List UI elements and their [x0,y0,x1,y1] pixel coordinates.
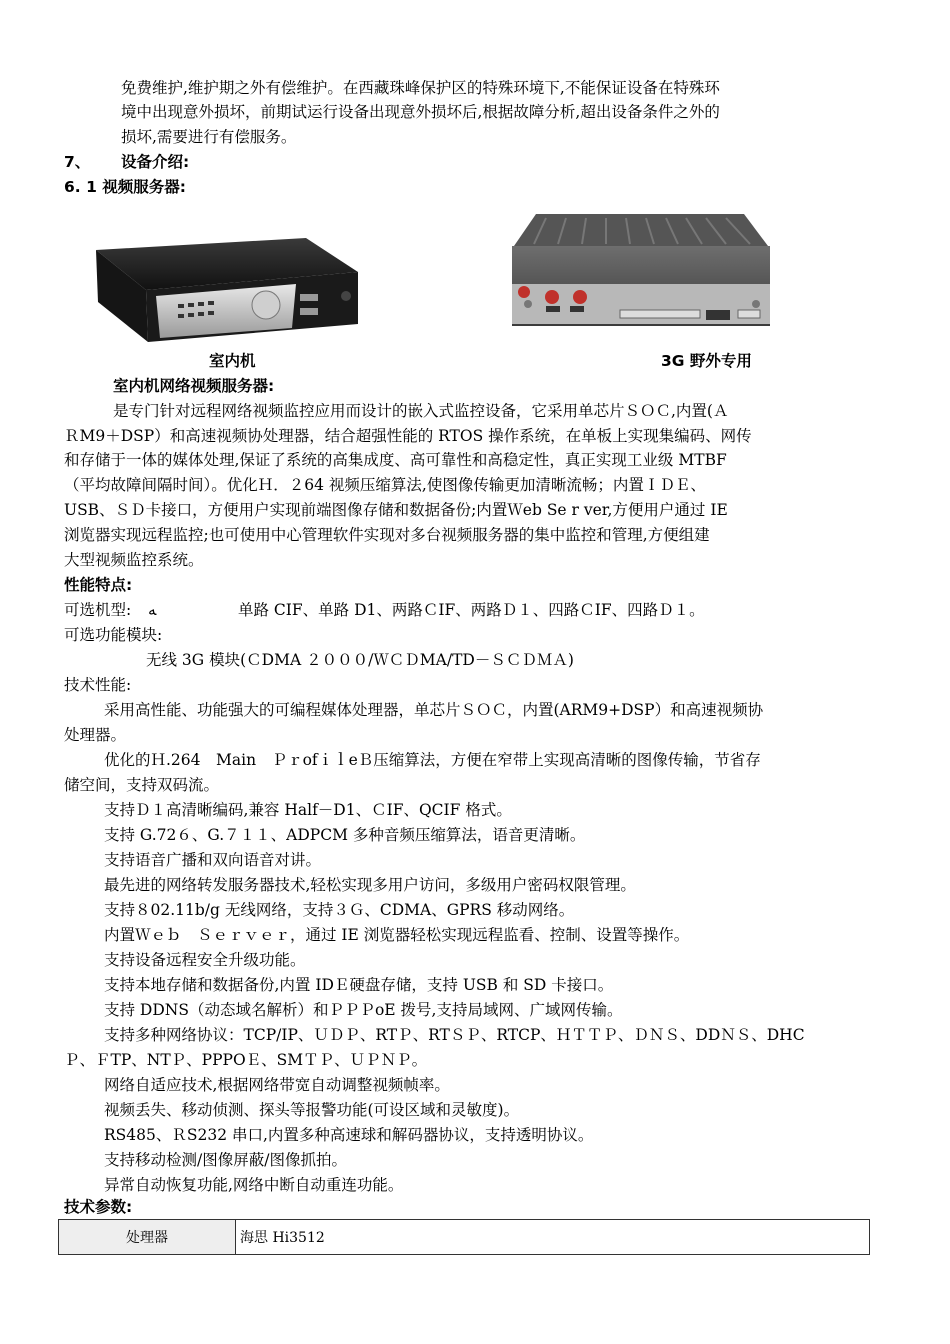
outdoor-3g-unit-image [506,210,776,332]
tech-line: 支持８02.11b/g 无线网络，支持３Ｇ、CDMA、GPRS 移动网络。 [104,901,575,919]
model-label: 可选机型: [64,601,132,619]
description-line: 大型视频监控系统。 [64,551,204,569]
model-glyph: ﻪ [148,601,157,619]
description-line: USB、ＳＤ卡接口，方便用户实现前端图像存储和数据备份;内置Ｗeb Se r ver,方便用户通过 IE [64,501,728,519]
model-values: 单路 CIF、单路 D1、两路ＣIF、两路Ｄ１、四路ＣIF、四路Ｄ１。 [238,601,705,619]
tech-line: 采用高性能、功能强大的可编程媒体处理器，单芯片ＳＯＣ，内置(ARM9+DSP）和高速视频协 [104,701,764,719]
tech-line: 支持 DDNS（动态域名解析）和ＰＰＰoE 拨号,支持局域网、广域网传输。 [104,1001,623,1019]
subsection-title: 6. 1 视频服务器: [64,178,186,196]
tech-line: 优化的Ｈ.264 Main ＰｒofｉｌeＢ压缩算法，方便在窄带上实现高清晰的图像传输，节省存 [104,751,761,769]
intro-line-3: 损坏,需要进行有偿服务。 [121,128,297,146]
tech-line: 视频丢失、移动侦测、探头等报警功能(可设区域和灵敏度)。 [104,1101,520,1119]
features-heading: 性能特点: [64,576,133,594]
outdoor-caption: 3G 野外专用 [661,352,752,370]
section-number: 7、 [64,153,91,171]
tech-line: 支持语音广播和双向语音对讲。 [104,851,322,869]
tech-line: 支持 G.72６、G.７１１、ADPCM 多种音频压缩算法，语音更清晰。 [104,826,586,844]
description-heading: 室内机网络视频服务器: [113,377,275,395]
tech-heading: 技术性能: [64,676,132,694]
description-line: 和存储于一体的媒体处理,保证了系统的高集成度、高可靠性和高稳定性，真正实现工业级 MTBF [64,451,727,469]
tech-line: 储空间，支持双码流。 [64,776,220,794]
tech-line: Ｐ、ＦTP、NTＰ、PPPOＥ、SMＴＰ、ＵＰＮＰ。 [64,1051,428,1069]
tech-line: 支持本地存储和数据备份,内置 IDＥ硬盘存储，支持 USB 和 SD 卡接口。 [104,976,614,994]
tech-line: 最先进的网络转发服务器技术,轻松实现多用户访问，多级用户密码权限管理。 [104,876,636,894]
module-value: 无线 3G 模块(ＣDMA ２０００/ＷＣＤMA/TD－ＳＣＤＭＡ) [146,651,574,669]
indoor-caption: 室内机 [209,352,256,370]
tech-line: 网络自适应技术,根据网络带宽自动调整视频帧率。 [104,1076,450,1094]
tech-line: 内置Ｗｅｂ Ｓｅｒｖｅｒ，通过 IE 浏览器轻松实现远程监看、控制、设置等操作。 [104,926,690,944]
intro-line-1: 免费维护,维护期之外有偿维护。在西藏珠峰保护区的特殊环境下,不能保证设备在特殊环 [121,79,720,97]
params-heading: 技术参数: [64,1198,133,1216]
tech-line: 异常自动恢复功能,网络中断自动重连功能。 [104,1176,404,1194]
tech-line: RS485、ＲS232 串口,内置多种高速球和解码器协议，支持透明协议。 [104,1126,594,1144]
params-table [58,1219,870,1255]
description-line: （平均故障间隔时间）。优化Ｈ．２64 视频压缩算法,使图像传输更加清晰流畅；内置ＩＤＥ、 [64,476,706,494]
indoor-unit-image [86,232,366,350]
description-line: ＲM9＋DSP）和高速视频协处理器，结合超强性能的 RTOS 操作系统，在单板上实现集编码、网传 [64,427,752,445]
tech-line: 支持Ｄ１高清晰编码,兼容 Half－D1、ＣIF、QCIF 格式。 [104,801,512,819]
tech-line: 支持移动检测/图像屏蔽/图像抓拍。 [104,1151,347,1169]
tech-line: 处理器。 [64,726,127,744]
module-label: 可选功能模块: [64,626,163,644]
section-title: 设备介绍: [121,153,190,171]
description-line: 是专门针对远程网络视频监控应用而设计的嵌入式监控设备，它采用单芯片ＳＯＣ,内置(Ａ [113,402,729,420]
tech-line: 支持多种网络协议：TCP/IP、ＵＤＰ、RTＰ、RTＳＰ、RTCP、ＨＴＴＰ、ＤＮＳ、DDＮＳ、DHC [104,1026,805,1044]
table-row [59,1220,870,1255]
description-line: 浏览器实现远程监控;也可使用中心管理软件实现对多台视频服务器的集中监控和管理,方便组建 [64,526,710,544]
tech-line: 支持设备远程安全升级功能。 [104,951,306,969]
intro-line-2: 境中出现意外损坏，前期试运行设备出现意外损坏后,根据故障分析,超出设备条件之外的 [121,103,720,121]
param-value: 海思 Hi3512 [236,1220,870,1255]
param-label: 处理器 [59,1220,236,1255]
